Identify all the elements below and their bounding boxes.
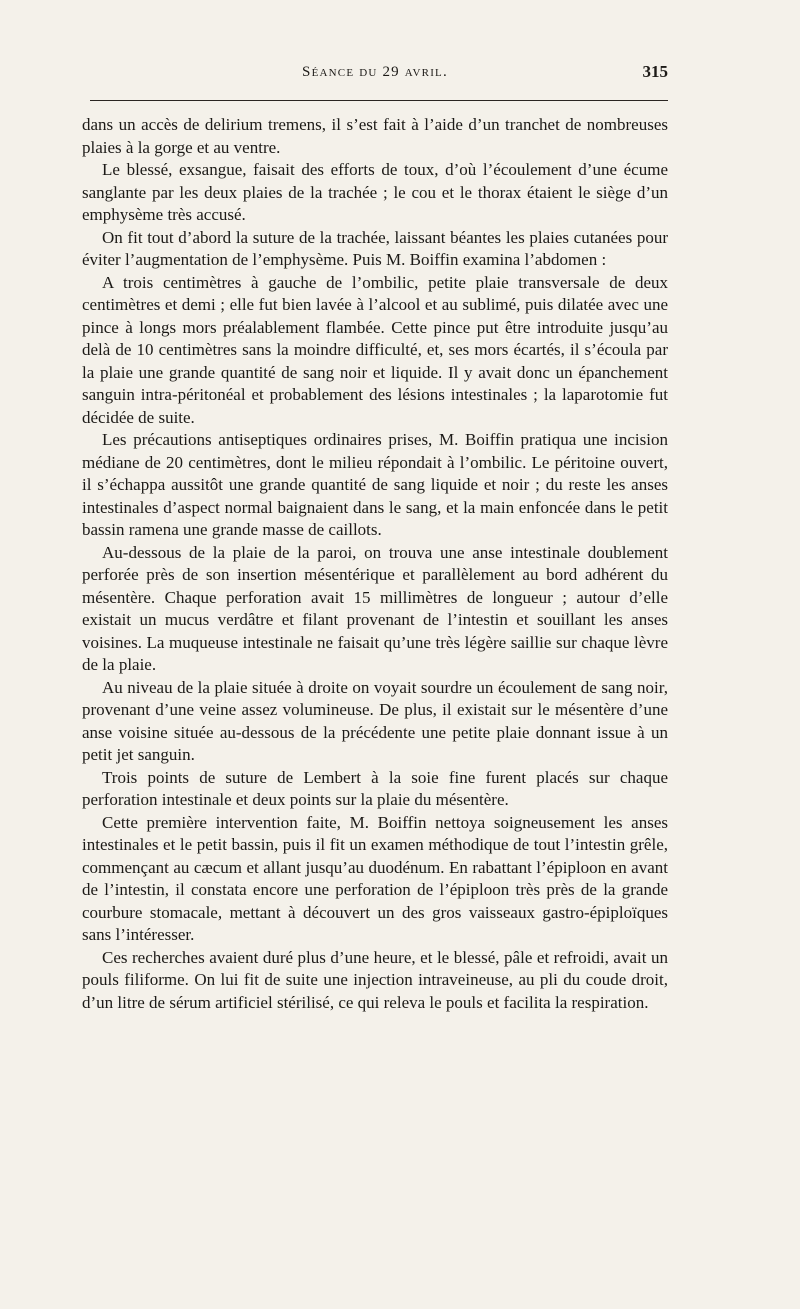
paragraph-8: Trois points de suture de Lembert à la soie fine furent placés sur chaque perforation intestinale et deux points sur la plaie du mésentère. — [82, 767, 668, 809]
paragraph-5: Les précautions antiseptiques ordinaires prises, M. Boiffin pratiqua une incision médiane de 20 centimètres, dont le milieu répondait à l’ombilic. Le péritoine ouvert, il s’échappa aussitôt une grande quantité de sang liquide et noir ; du reste les anses intestinales d’aspect normal baignaient dans le sang, et la main enfoncée dans le petit bassin ramena une grande masse de caillots. — [82, 430, 668, 539]
paragraph-4: A trois centimètres à gauche de l’ombilic, petite plaie transversale de deux centimètres et demi ; elle fut bien lavée à l’alcool et au sublimé, puis dilatée avec une pince à longs mors préalablement flambée. Cette pince put être introduite jusqu’au delà de 10 centimètres sans la moindre difficulté, et, ses mors écartés, il s’écoula par la plaie une grande quantité de sang noir et liquide. Il y avait donc un épanchement sanguin intra-péritonéal et probablement des lésions intestinales ; la laparotomie fut décidée de suite. — [82, 272, 668, 427]
paragraph-2: Le blessé, exsangue, faisait des efforts de toux, d’où l’écoulement d’une écume sanglante par les deux plaies de la trachée ; le cou et le thorax étaient le siège d’un emphysème très accusé. — [82, 160, 668, 224]
running-header — [82, 62, 668, 88]
paragraph-9: Cette première intervention faite, M. Boiffin nettoya soigneusement les anses intestinales et le petit bassin, puis il fit un examen méthodique de tout l’intestin grêle, commençant au cæcum et allant jusqu’au duodénum. En rabattant l’épiploon en avant de l’intestin, il constata encore une perforation de l’épiploon très près de la grande courbure stomacale, mettant à découvert un des gros vaisseaux gastro-épiploïques sans l’intéresser. — [82, 812, 668, 944]
paragraph-1: dans un accès de delirium tremens, il s’est fait à l’aide d’un tranchet de nombreuses plaies à la gorge et au ventre. — [82, 115, 668, 157]
paragraph-7: Au niveau de la plaie située à droite on voyait sourdre un écoulement de sang noir, provenant d’une veine assez volumineuse. De plus, il existait sur le mésentère d’une anse voisine située au-dessous de la précédente une petite plaie donnant issue à un petit jet sanguin. — [82, 677, 668, 764]
body-text — [82, 114, 668, 1014]
header-rule — [90, 100, 668, 101]
running-title: Séance du 29 avril. — [302, 64, 448, 80]
page-number: 315 — [642, 62, 668, 81]
paragraph-3: On fit tout d’abord la suture de la trachée, laissant béantes les plaies cutanées pour éviter l’augmentation de l’emphysème. Puis M. Boiffin examina l’abdomen : — [82, 227, 668, 269]
paragraph-10: Ces recherches avaient duré plus d’une heure, et le blessé, pâle et refroidi, avait un pouls filiforme. On lui fit de suite une injection intraveineuse, au pli du coude droit, d’un litre de sérum artificiel stérilisé, ce qui releva le pouls et facilita la respiration. — [82, 947, 668, 1012]
paragraph-6: Au-dessous de la plaie de la paroi, on trouva une anse intestinale doublement perforée près de son insertion mésentérique et parallèlement au bord adhérent du mésentère. Chaque perforation avait 15 millimètres de longueur ; autour d’elle existait un mucus verdâtre et filant provenant de l’intestin et souillant les anses voisines. La muqueuse intestinale ne faisait qu’une très légère saillie sur chaque lèvre de la plaie. — [82, 542, 668, 674]
